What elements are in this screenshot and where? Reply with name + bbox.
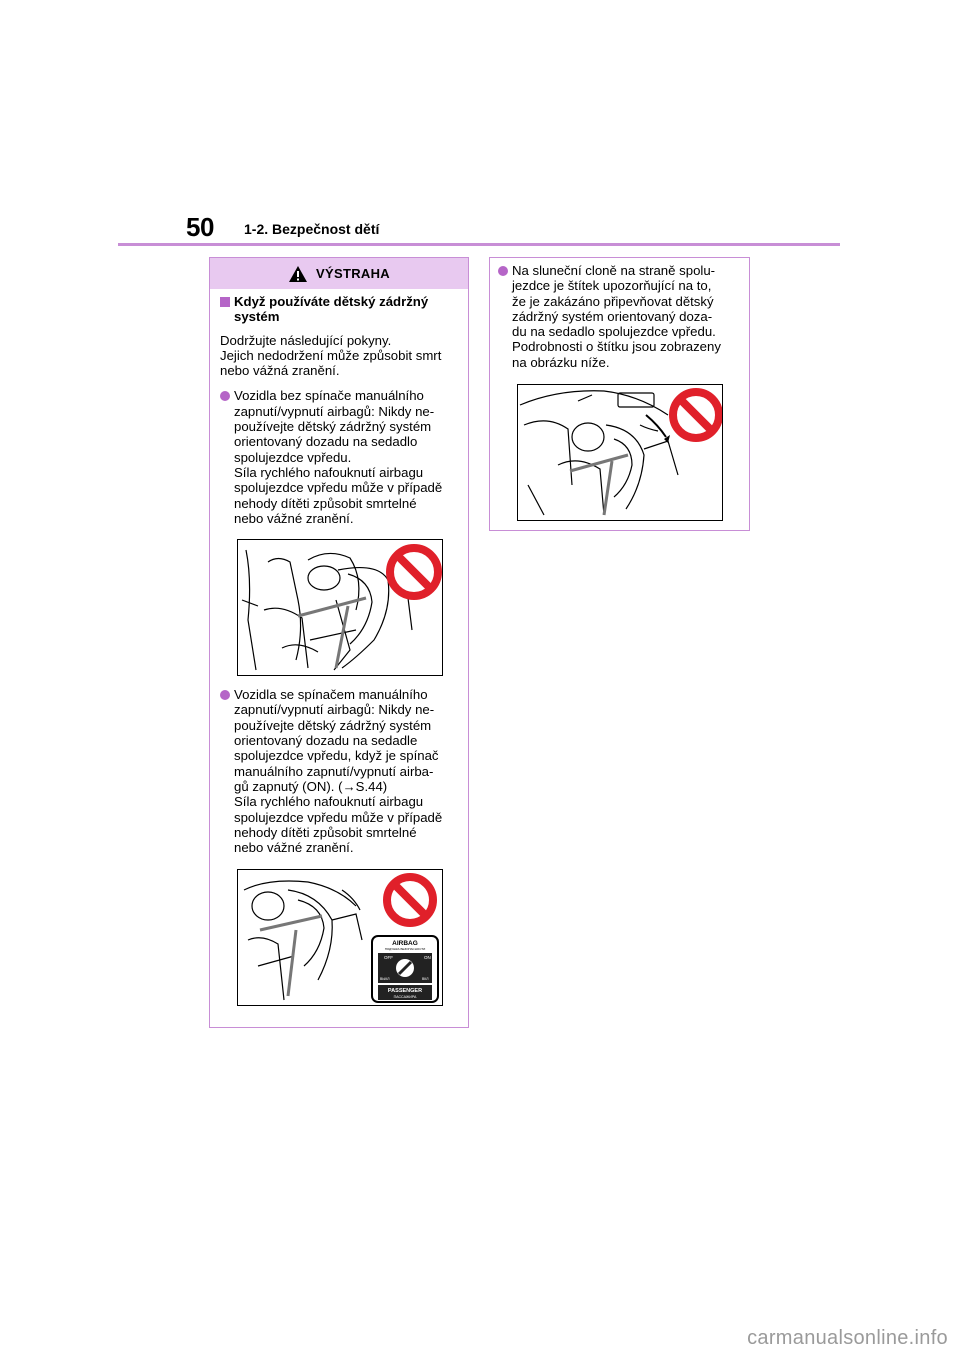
- page-number: 50: [186, 212, 214, 242]
- bullet-text-with-switch: Vozidla se spínačem manuálního zapnutí/vypnutí airbagů: Nikdy ne- používejte dětský zádržný systém orientovaný dozadu na sedadle spolujezdce vpředu, když je spínač manuálního zapnutí/vypnutí airba- gů zapnutý (ON). (→S.44) Síla rychlého nafouknutí airbagu spolujezdce vpředu může v případě nehody dítěti způsobit smrtelné nebo vážné zranění.: [234, 687, 443, 856]
- footer-watermark[interactable]: carmanualsonline.info: [747, 1327, 948, 1349]
- header-rule: [118, 243, 840, 246]
- switch-subtitle: ПОДУШКА БЕЗОПАСНОСТИ: [384, 947, 426, 952]
- bullet-dot-icon: [220, 690, 230, 700]
- prohibition-icon: [673, 392, 719, 438]
- section-title: 1-2. Bezpečnost dětí: [244, 221, 380, 237]
- prohibition-icon: [387, 877, 433, 923]
- bullet-dot-icon: [220, 391, 230, 401]
- switch-on-alt: ВКЛ: [422, 977, 429, 982]
- switch-title: AIRBAG: [392, 940, 418, 948]
- bullet-text-no-switch: Vozidla bez spínače manuálního zapnutí/vypnutí airbagů: Nikdy ne- používejte dětský zádržný systém orientovaný dozadu na sedadlo spolujezdce vpředu. Síla rychlého nafouknutí airbagu spolujezdce vpředu může v případě nehody dítěti způsobit smrtelné nebo vážné zranění.: [234, 388, 443, 526]
- bullet-text-sun-visor: Na sluneční cloně na straně spolu- jezdce je štítek upozorňující na to, že je zakázáno připevňovat dětský zádržný systém orientovaný doza- du na sedadlo spolujezdce vpředu. Podrobnosti o štítku jsou zobrazeny na obrázku níže.: [512, 263, 721, 370]
- switch-bottom-alt: ПАССАЖИРА: [393, 995, 417, 1000]
- warning-label: VÝSTRAHA: [316, 266, 390, 281]
- warning-header: [210, 258, 468, 289]
- list-item: [220, 687, 458, 855]
- airbag-switch-label: [372, 936, 438, 1002]
- switch-bottom: PASSENGER: [387, 988, 423, 995]
- bullet-dot-icon: [498, 266, 508, 276]
- square-marker-icon: [220, 297, 230, 307]
- warning-triangle-icon: [288, 265, 308, 283]
- illustration-switch-on: [237, 869, 443, 1006]
- intro-text: Dodržujte následující pokyny. Jejich nedodržení může způsobit smrt nebo vážná zranění.: [220, 332, 442, 379]
- prohibition-icon: [390, 548, 438, 596]
- switch-off: OFF: [384, 955, 393, 961]
- subheading-text: Když používáte dětský zádržný systém: [234, 294, 429, 325]
- switch-off-alt: ВЫКЛ: [380, 977, 390, 982]
- switch-on: ON: [424, 955, 431, 961]
- subheading: [220, 294, 458, 325]
- illustration-sun-visor: [517, 384, 723, 521]
- sun-visor-box: [489, 257, 750, 531]
- list-item: [220, 388, 458, 526]
- list-item: [498, 263, 739, 370]
- warning-box: [209, 257, 469, 1028]
- illustration-rear-facing-seat: [237, 539, 443, 676]
